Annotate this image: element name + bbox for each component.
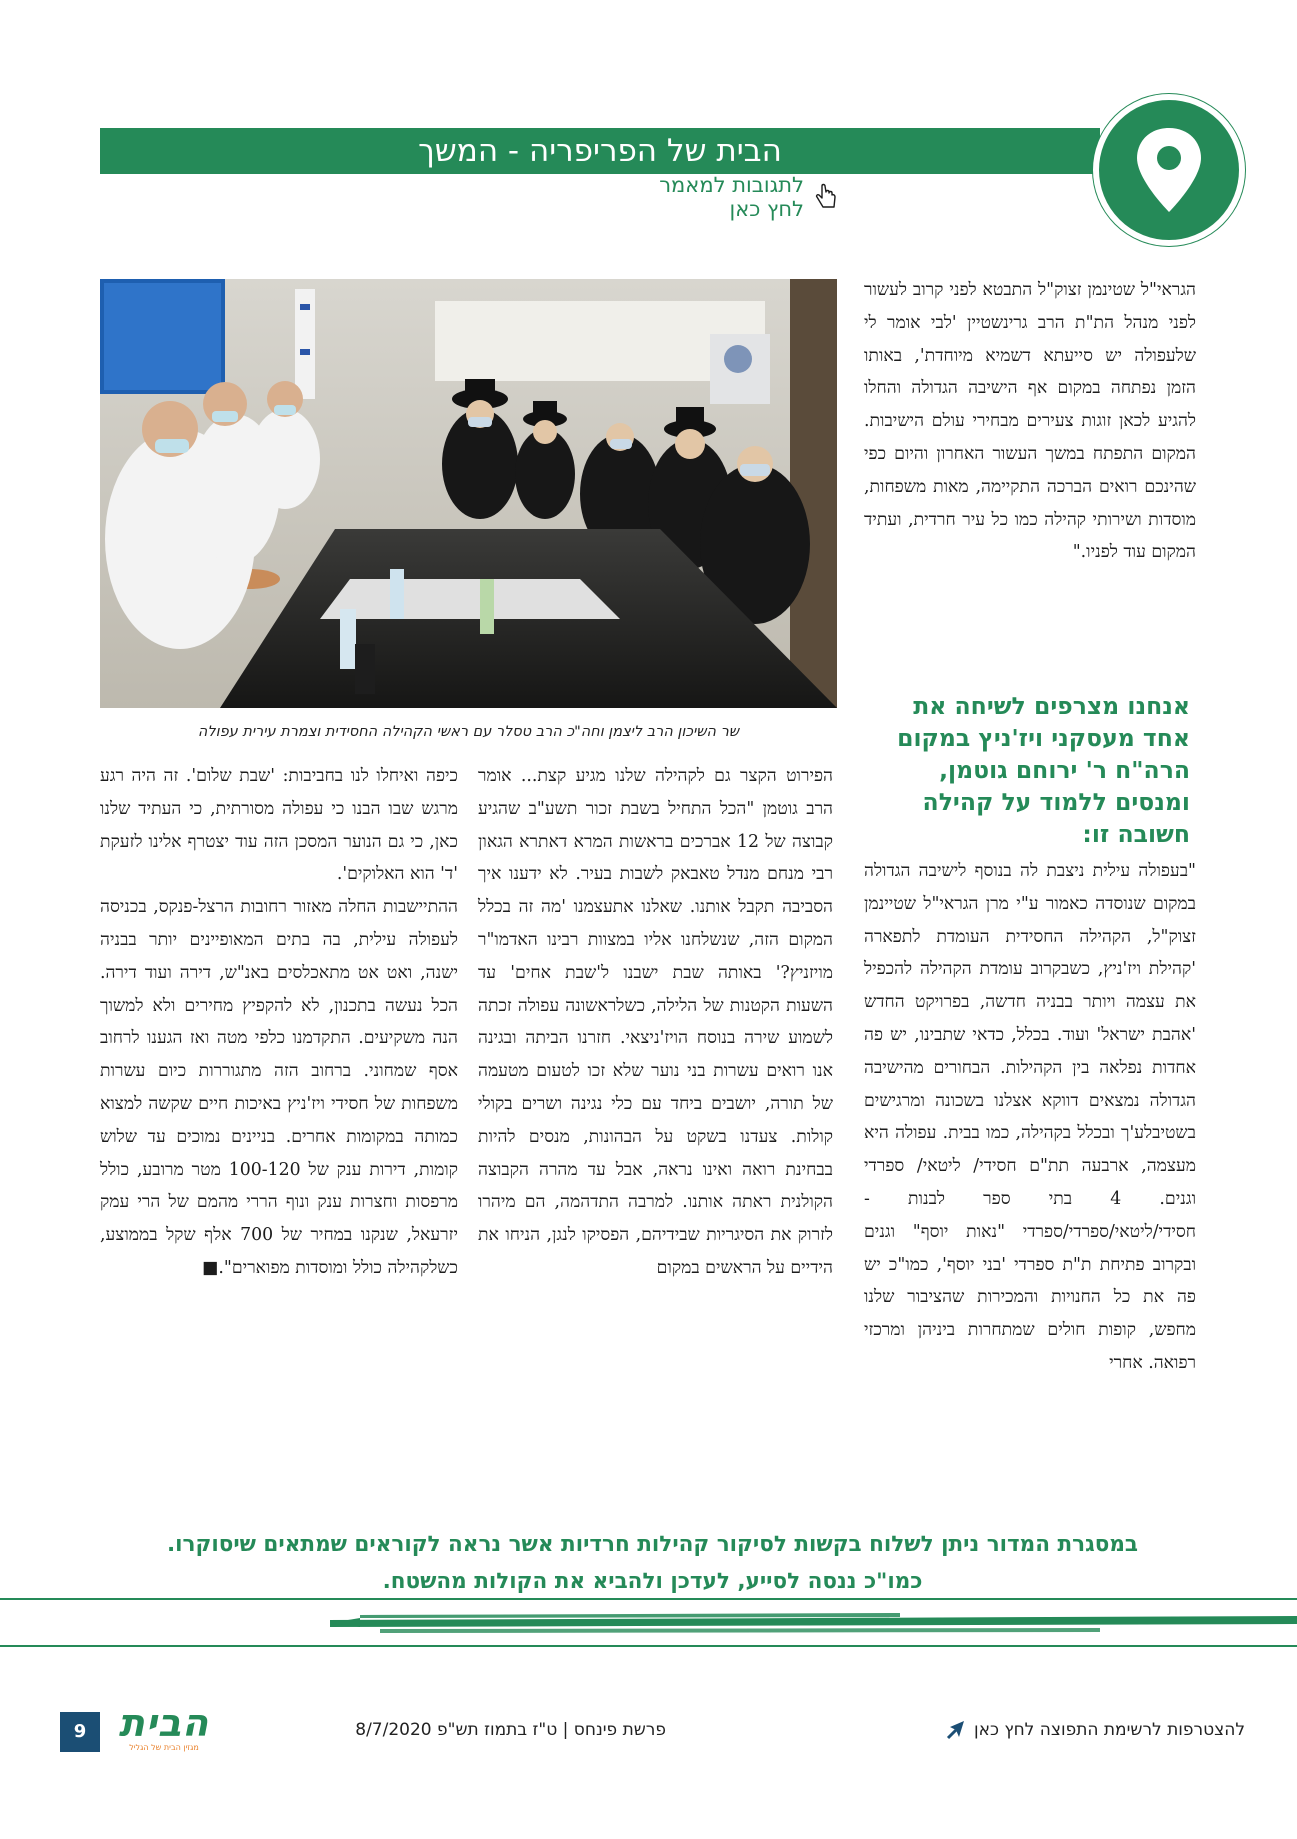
magazine-logo bbox=[108, 1701, 220, 1758]
page-number: 9 bbox=[60, 1712, 100, 1752]
issue-info: פרשת פינחס | ט"ז בתמוז תש"פ 8/7/2020 bbox=[355, 1720, 666, 1740]
comments-link-label[interactable]: לתגובות למאמר לחץ כאן bbox=[659, 173, 804, 221]
banner-line: במסגרת המדור ניתן לשלוח בקשות לסיקור קהילות חרדיות אשר נראה לקוראים שמתאים שיסוקרו. bbox=[167, 1532, 1138, 1557]
call-to-action-banner bbox=[95, 1526, 1210, 1600]
logo-text: הבית bbox=[118, 1701, 210, 1745]
banner-line: כמו"כ ננסה לסייע, לעדכן ולהביא את הקולות מהשטח. bbox=[382, 1569, 923, 1594]
map-pin-icon bbox=[1099, 100, 1239, 240]
article-paragraph: "בעפולה עילית ניצבת לה בנוסף לישיבה הגדולה במקום שנוסדה כאמור ע"י מרן הגראי"ל שטיינמן זצוק"ל, הקהילה החסידית העומדת לתפארה 'קהילת ויז'ניץ, כשבקרוב עומדת הקהילה להכפיל את עצמה ויותר בבניה חדשה, בפרויקט החדש 'אהבת ישראל' ועוד. בכלל, כדאי שתבינו, יש פה אחדות נפלאה בין הקהילות. הבחורים מהישיבה הגדולה נמצאים דווקא אצלנו בשכונה ומרגישים בשטיבלע'ך ובכלל בקהילה, כמו בבית. עפולה היא מעצמה, ארבעה תת"ם חסידי/ ליטאי/ ספרדי וגנים. 4 בתי ספר לבנות - חסידי/ליטאי/ספרדי/ספרדי "נאות יוסף" וגנים ובקרוב פתיחת ת"ת ספרדי 'בני יוסף', כמו"כ יש פה את כל החנויות והמכירות שהציבור שלנו מחפש, קופות חולים שמתחרות ביניהן ומרכזי רפואה. אחרי bbox=[864, 861, 1196, 1373]
cursor-arrow-icon bbox=[944, 1718, 968, 1742]
article-middle-column bbox=[478, 760, 833, 1285]
article-left-column bbox=[100, 760, 458, 1285]
article-paragraph: ההתיישבות החלה מאזור רחובות הרצל-פנקס, בכניסה לעפולה עילית, בה בתים המאופיינים יותר בבניה ישנה, ואט אט מתאכלסים באנ"ש, דירה ועוד דירה. הכל נעשה בתכנון, לא להקפיץ מחירים ולא למשוך הנה משקיעים. התקדמנו כלפי מטה ואז הגענו לרחוב אסף שמחוני. ברחוב הזה מתגוררות כיום עשרות משפחות של חסידי ויז'ניץ באיכות חיים שקשה למצוא כמותה במקומות אחרים. בניינים נמוכים עד שלוש קומות, דירות ענק של 100-120 מטר מרובע, כולל מרפסות וחצרות ענק ונוף הררי מהמם של הרי עמק יזרעאל, שנקנו במחיר של 700 אלף שקל בממוצע, כשלקהילה כולל ומוסדות מפוארים".■ bbox=[100, 897, 458, 1278]
page-title: הבית של הפריפריה - המשך bbox=[418, 133, 782, 169]
article-paragraph: כיפה ואיחלו לנו בחביבות: 'שבת שלום'. זה היה רגע מרגש שבו הבנו כי עפולה מסורתית, כי העתיד שלנו כאן, כי גם הנוער המסכן הזה עוד יצטרף אלינו לזעקת 'ד' הוא האלוקים'. bbox=[100, 766, 458, 885]
article-right-column-top bbox=[864, 274, 1196, 569]
article-paragraph: הפירוט הקצר גם לקהילה שלנו מגיע קצת... אומר הרב גוטמן "הכל התחיל בשבת זכור תשע"ב שהגיע קבוצה של 12 אברכים בראשות המרא דאתרא הגאון רבי מנחם מנדל טאבאק לשבות בעיר. לא ידענו איך הסביבה תקבל אותנו. שאלנו אתעצמנו 'מה זה בכלל המקום הזה, שנשלחנו אליו במצוות רבינו האדמו"ר מויזניץ?' באותה שבת ישבנו ל'שבת אחים' עד השעות הקטנות של הלילה, כשלראשונה עפולה זכתה לשמוע שירה בנוסח הויז'ניצאי. חזרנו הביתה ובגינה אנו רואים עשרות בני נוער שלא זכו לטעום מטעמה של תורה, יושבים ביחד עם כלי נגינה ושרים בקולי קולות. צעדנו בשקט על הבהונות, מנסים להיות בבחינת רואה ואינו נראה, אבל עד מהרה הקבוצה הקולנית ראתה אותנו. למרבה התדהמה, הם מיהרו לזרוק את הסיגריות שבידיהם, הפסיקו לנגן, הניחו את הידיים על הראשים במקום bbox=[478, 766, 833, 1278]
meeting-photo bbox=[100, 279, 837, 708]
meeting-photo-illustration bbox=[100, 279, 837, 708]
decorative-stripe bbox=[0, 1596, 1297, 1648]
pointing-hand-icon bbox=[812, 183, 840, 211]
location-badge bbox=[1093, 94, 1245, 246]
logo-subtitle: מגזין הבית של הגליל bbox=[129, 1743, 199, 1752]
article-right-column-bottom bbox=[864, 855, 1196, 1380]
comments-link[interactable] bbox=[640, 173, 840, 221]
article-paragraph: הגראי"ל שטינמן זצוק"ל התבטא לפני קרוב לעשור לפני מנהל הת"ת הרב גרינשטיין 'לבי אומר לי שלעפולה יש סייעתא דשמיא מיוחדת', באותו הזמן נפתחה במקום אף הישיבה הגדולה והחלו להגיע לכאן זוגות צעירים מבחירי עולם הישיבות. המקום התפתח במשך העשור האחרון והיום כפי שהינכם רואים הברכה התקיימה, מאות משפחות, מוסדות ושירותי קהילה כמו כל עיר חרדית, ועתיד המקום עוד לפניו." bbox=[864, 280, 1196, 563]
join-link-label[interactable]: להצטרפות לרשימת התפוצה לחץ כאן bbox=[974, 1720, 1245, 1740]
title-bar bbox=[100, 128, 1100, 174]
photo-caption: שר השיכון הרב ליצמן וחה"כ הרב טסלר עם ראשי הקהילה החסידית וצמרת עירית עפולה bbox=[197, 724, 740, 740]
pull-quote: אנחנו מצרפים לשיחה את אחד מעסקני ויז'ניץ במקום הרה"ח ר' ירוחם גוטמן, ומנסים ללמוד על קהילה חשובה זו: bbox=[897, 692, 1190, 848]
join-mailing-list-link[interactable] bbox=[885, 1708, 1245, 1752]
